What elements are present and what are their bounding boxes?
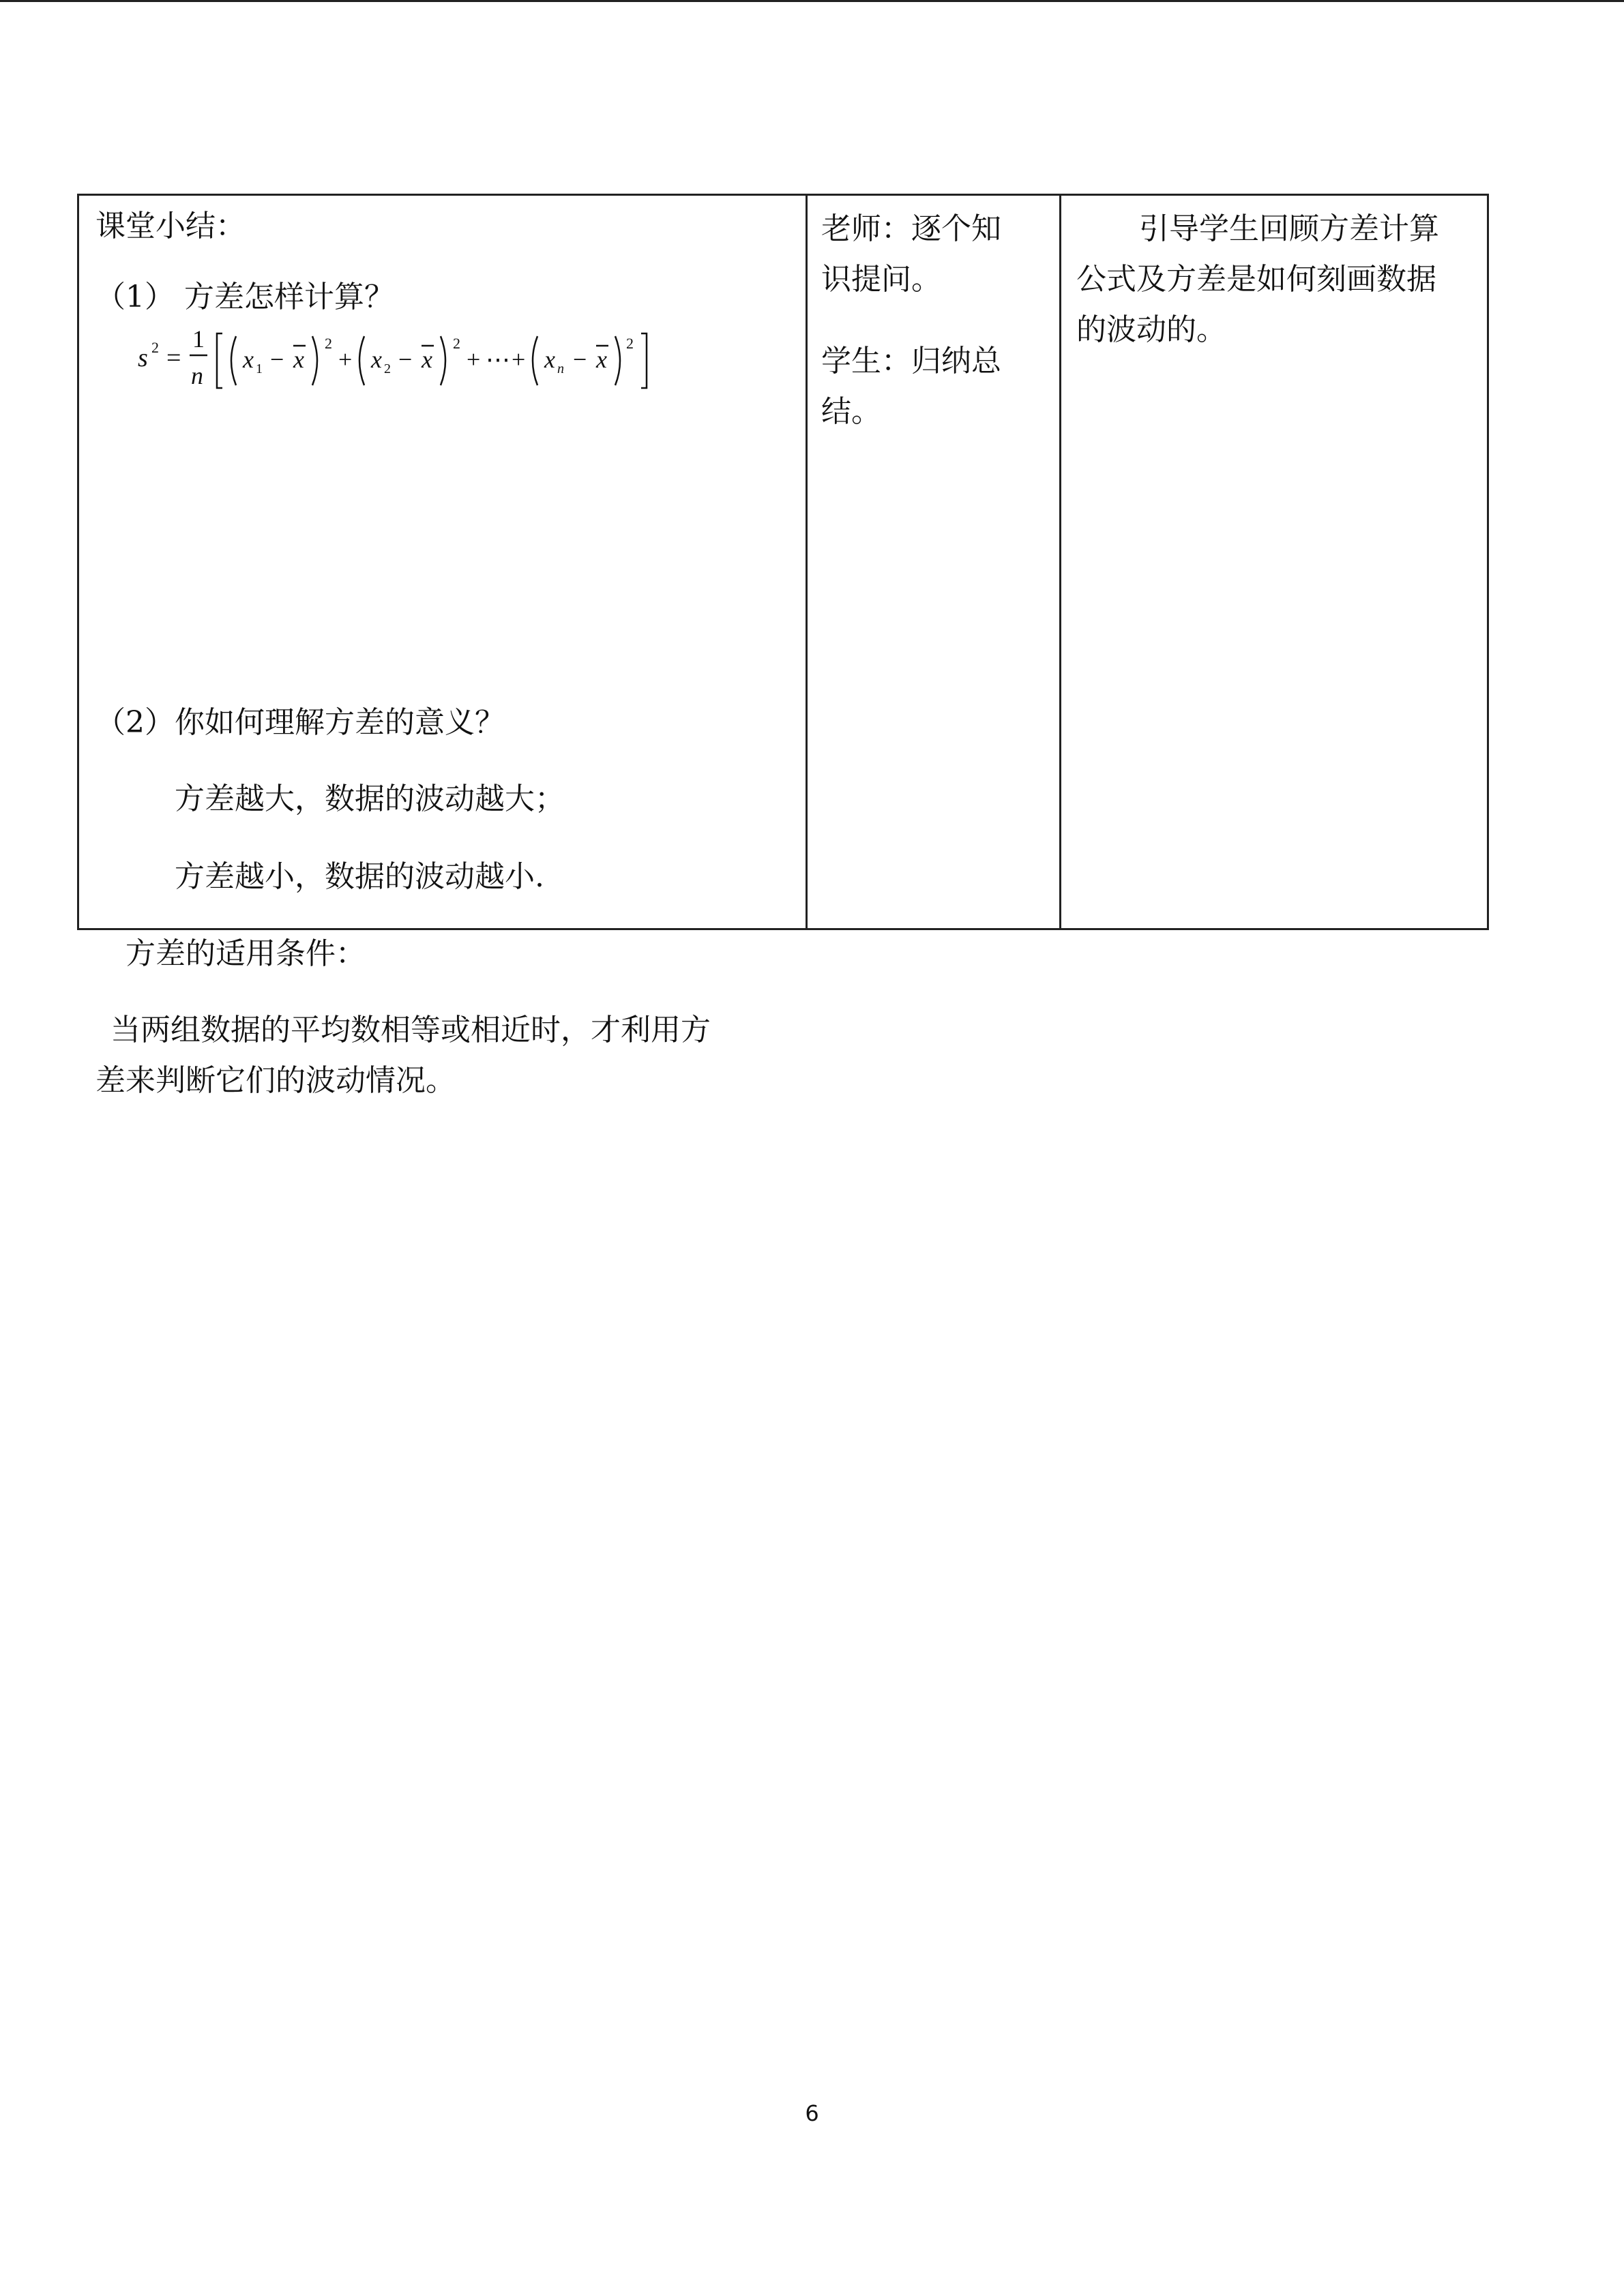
teacher-activity-line-1: 老师：逐个知	[821, 211, 1001, 246]
teacher-activity-line-2: 识提问。	[821, 262, 941, 297]
svg-text:+: +	[512, 346, 526, 373]
content-column	[79, 196, 808, 1098]
svg-text:x: x	[371, 346, 382, 373]
svg-text:2: 2	[453, 335, 460, 352]
conditions-body-line-2: 差来判断它们的波动情况。	[95, 1063, 456, 1098]
svg-text:⋯: ⋯	[486, 346, 510, 373]
svg-text:2: 2	[384, 361, 391, 376]
conditions-heading: 方差的适用条件：	[126, 936, 366, 971]
svg-text:2: 2	[325, 335, 332, 352]
svg-text:x: x	[544, 346, 555, 373]
conditions-body-line-1: 当两组数据的平均数相等或相近时，才利用方	[110, 1013, 711, 1047]
svg-text:2: 2	[151, 339, 159, 356]
question-2: （2）你如何理解方差的意义？	[95, 705, 505, 740]
question-1: （1） 方差怎样计算？	[95, 280, 394, 314]
svg-text:n: n	[191, 362, 203, 389]
svg-text:s: s	[138, 344, 148, 372]
student-activity-line-2: 结。	[821, 394, 881, 429]
svg-text:−: −	[398, 346, 413, 373]
svg-text:+: +	[338, 346, 353, 373]
variance-formula	[132, 313, 719, 408]
svg-text:x: x	[422, 346, 432, 373]
svg-text:−: −	[270, 346, 284, 373]
lesson-summary-table	[77, 194, 1489, 1098]
variance-larger-line: 方差越大，数据的波动越大；	[175, 781, 565, 816]
design-intent-column	[1061, 196, 1487, 928]
intent-line-2: 公式及方差是如何刻画数据	[1076, 262, 1436, 297]
intent-line-3: 的波动的。	[1076, 312, 1226, 347]
student-activity-line-1: 学生：归纳总	[821, 344, 1001, 378]
svg-text:x: x	[243, 346, 254, 373]
page-number: 6	[805, 2100, 819, 2126]
svg-text:2: 2	[626, 335, 634, 352]
page-top-border	[0, 0, 1624, 2]
intent-line-1: 引导学生回顾方差计算	[1139, 211, 1439, 246]
svg-text:+: +	[467, 346, 481, 373]
svg-text:x: x	[293, 346, 304, 373]
svg-text:1: 1	[192, 325, 205, 353]
summary-heading: 课堂小结：	[95, 209, 246, 243]
svg-text:1: 1	[256, 361, 263, 376]
svg-text:n: n	[557, 361, 564, 376]
svg-text:=: =	[166, 344, 181, 372]
variance-formula-graphic	[132, 313, 719, 408]
svg-text:x: x	[596, 346, 607, 373]
svg-text:−: −	[573, 346, 587, 373]
variance-smaller-line: 方差越小，数据的波动越小.	[175, 859, 544, 894]
activities-column	[808, 196, 1061, 928]
